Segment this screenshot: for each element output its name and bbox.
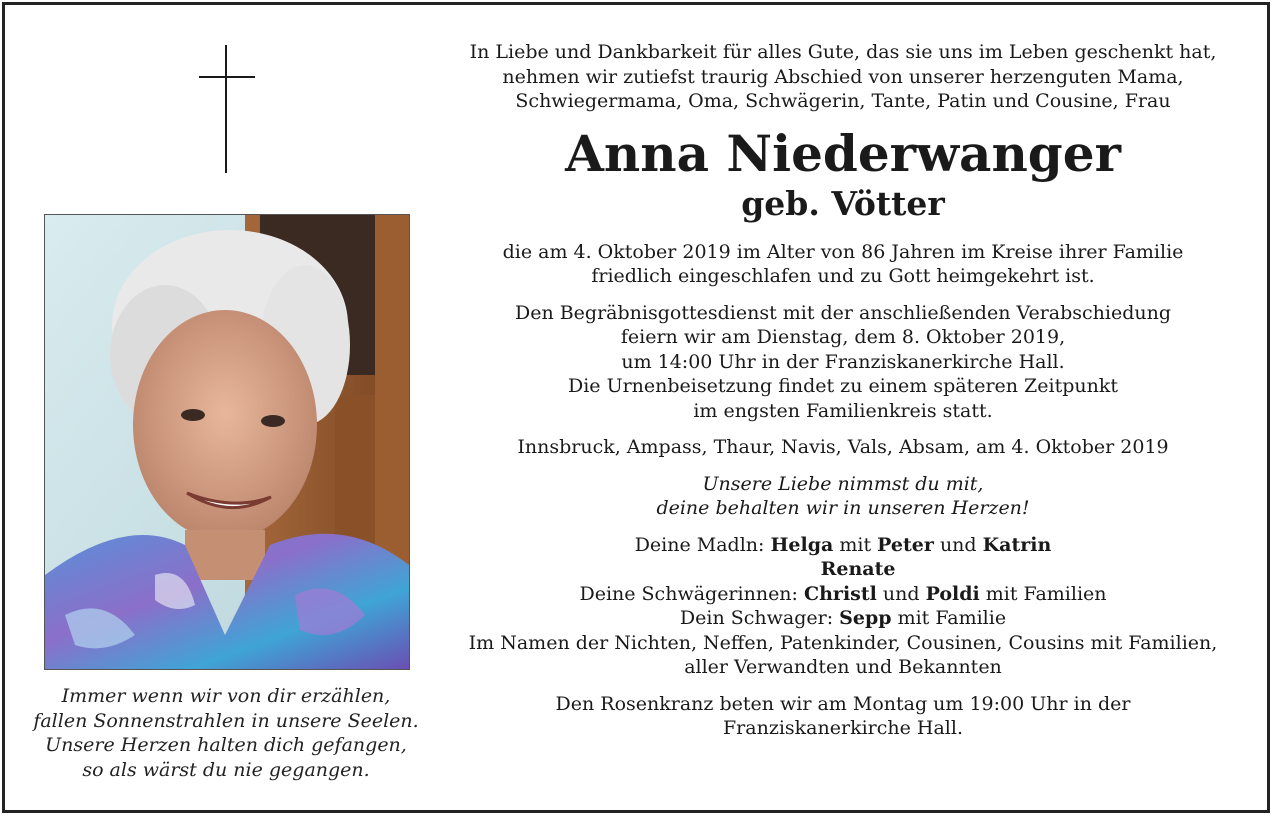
schwager-prefix: Dein Schwager:: [679, 607, 840, 629]
madln-prefix: Deine Madln:: [634, 533, 771, 556]
rosary-line: Franziskanerkirche Hall.: [723, 717, 963, 739]
schwager-suffix: mit Familie: [891, 607, 1007, 629]
notice-text: [452, 40, 1234, 741]
poem-line: Unsere Herzen halten dich gefangen,: [45, 734, 407, 756]
mourners-names-line: Im Namen der Nichten, Neffen, Patenkinder, Cousinen, Cousins mit Familien,: [468, 631, 1218, 654]
mourners-schwaegerinnen: [452, 582, 1234, 607]
funeral-line: Den Begräbnisgottesdienst mit der anschließenden Verabschiedung: [514, 301, 1172, 324]
intro-line: nehmen wir zutiefst traurig Abschied von unserer herzenguten Mama,: [502, 65, 1184, 88]
connector: und: [876, 582, 926, 605]
intro-line: Schwiegermama, Oma, Schwägerin, Tante, Patin und Cousine, Frau: [515, 90, 1171, 112]
rosary-line: Den Rosenkranz beten wir am Montag um 19:00 Uhr in der: [555, 692, 1131, 715]
deceased-name: Anna Niederwanger: [565, 123, 1121, 183]
schwaegerinnen-suffix: mit Familien: [979, 582, 1107, 605]
mourner-name: Renate: [820, 558, 896, 580]
mourner-name: Helga: [770, 533, 834, 556]
mourner-name: Peter: [877, 533, 934, 556]
death-notice-line: friedlich eingeschlafen und zu Gott heimgekehrt ist.: [591, 265, 1095, 287]
poem-line: fallen Sonnenstrahlen in unsere Seelen.: [33, 709, 419, 732]
poem-line: Immer wenn wir von dir erzählen,: [61, 685, 391, 707]
mourners-schwager: [452, 606, 1234, 631]
intro-line: In Liebe und Dankbarkeit für alles Gute, das sie uns im Leben geschenkt hat,: [469, 41, 1217, 63]
mourners-names-line: aller Verwandten und Bekannten: [684, 656, 1002, 678]
mourner-name: Poldi: [925, 582, 980, 605]
poem-line: so als wärst du nie gegangen.: [82, 758, 370, 781]
connector: und: [933, 533, 983, 556]
place-date: Innsbruck, Ampass, Thaur, Navis, Vals, Absam, am 4. Oktober 2019: [517, 436, 1169, 458]
funeral-line: feiern wir am Dienstag, dem 8. Oktober 2019,: [620, 326, 1066, 348]
death-notice-line: die am 4. Oktober 2019 im Alter von 86 Jahren im Kreise ihrer Familie: [502, 240, 1184, 263]
mourner-name: Christl: [804, 582, 877, 605]
mourners-madln: [452, 533, 1234, 558]
poem: [14, 684, 438, 782]
funeral-line: im engsten Familienkreis statt.: [693, 399, 993, 422]
funeral-line: Die Urnenbeisetzung findet zu einem späteren Zeitpunkt: [567, 375, 1118, 397]
schwaegerinnen-prefix: Deine Schwägerinnen:: [579, 582, 804, 605]
cross-icon: [199, 45, 255, 173]
quote-line: deine behalten wir in unseren Herzen!: [656, 497, 1030, 519]
mourner-name: Sepp: [839, 607, 892, 629]
mourner-name: Katrin: [982, 533, 1052, 556]
maiden-name: geb. Vötter: [741, 183, 945, 223]
portrait-photo: [44, 214, 410, 670]
quote-line: Unsere Liebe nimmst du mit,: [702, 472, 984, 495]
funeral-line: um 14:00 Uhr in der Franziskanerkirche Hall.: [621, 350, 1065, 373]
connector: mit: [833, 533, 878, 556]
